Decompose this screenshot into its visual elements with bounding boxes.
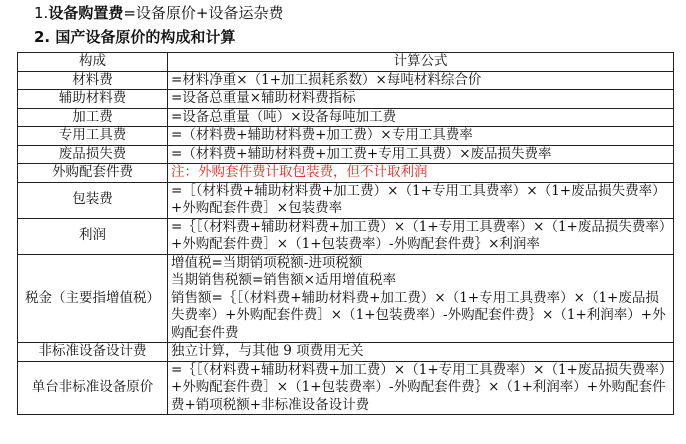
formula-line: =（材料费+辅助材料费+加工费）×专用工具费率 — [171, 127, 473, 143]
row-name: 利润 — [18, 218, 168, 254]
formula-line: =材料净重×（1+加工损耗系数）×每吨材料综合价 — [171, 71, 482, 88]
row-formula — [168, 254, 674, 343]
formula-line: 销售额=｛［（材料费+辅助材料费+加工费）×（1+专用工具费率）×（1+废品损失费率）+外购配套件费］×（1+包装费率）-外购配套件费｝×（1+利润率）+外购配套件费 — [171, 289, 666, 341]
row-name: 单台非标准设备原价 — [18, 361, 168, 415]
row-name: 非标准设备设计费 — [18, 343, 168, 362]
formula-line: =设备总重量×辅助材料费指标 — [171, 90, 356, 106]
heading1-term: 设备购置费 — [48, 4, 124, 22]
row-name: 加工费 — [18, 108, 168, 127]
heading1-number: 1. — [34, 4, 49, 22]
row-name: 材料费 — [18, 71, 168, 90]
header-formula: 计算公式 — [168, 53, 674, 72]
formula-line: 当期销售税额=销售额×适用增值税率 — [171, 272, 397, 288]
table-row — [18, 127, 674, 146]
formula-line: =设备总重量（吨）×设备每吨加工费 — [171, 108, 397, 125]
table-row — [18, 90, 674, 109]
formula-line: 注：外购套件费计取包装费，但不计取利润 — [171, 164, 428, 180]
row-name: 税金（主要指增值税） — [18, 254, 168, 343]
table-row — [18, 361, 674, 415]
heading-equipment-purchase-cost — [34, 4, 283, 22]
row-formula — [168, 182, 674, 218]
row-name: 辅助材料费 — [18, 90, 168, 109]
table-row — [18, 108, 674, 127]
row-formula — [168, 145, 674, 164]
table-header-row — [18, 53, 674, 72]
formula-line: =［（材料费+辅助材料费+加工费）×（1+专用工具费率）×（1+废品损失费率）+外购配套件费］×包装费率 — [171, 182, 666, 216]
row-name: 外购配套件费 — [18, 164, 168, 183]
table-row — [18, 218, 674, 254]
header-composition: 构成 — [18, 53, 168, 72]
table-row — [18, 254, 674, 343]
heading-domestic-equipment-price: 2. 国产设备原价的构成和计算 — [34, 28, 236, 46]
heading1-formula: =设备原价+设备运杂费 — [123, 4, 284, 22]
table-row — [18, 145, 674, 164]
row-formula — [168, 361, 674, 415]
row-formula — [168, 218, 674, 254]
row-name: 专用工具费 — [18, 127, 168, 146]
row-name: 包装费 — [18, 182, 168, 218]
row-formula — [168, 164, 674, 183]
formula-line: =（材料费+辅助材料费+加工费+专用工具费）×废品损失费率 — [171, 145, 552, 162]
row-formula — [168, 90, 674, 109]
formula-line: =｛［（材料费+辅助材料费+加工费）×（1+专用工具费率）×（1+废品损失费率）+外购配套件费］×（1+包装费率）-外购配套件费｝×（1+利润率）+外购配套件费+销项税额+非标准设备设计费 — [171, 361, 666, 413]
row-formula — [168, 127, 674, 146]
table-row — [18, 164, 674, 183]
formula-line: 独立计算，与其他 9 项费用无关 — [171, 343, 364, 359]
row-formula — [168, 108, 674, 127]
cost-composition-table — [17, 52, 674, 415]
table-row — [18, 71, 674, 90]
table-row — [18, 182, 674, 218]
table-row — [18, 343, 674, 362]
formula-line: 增值税=当期销项税额-进项税额 — [171, 254, 363, 271]
row-name: 废品损失费 — [18, 145, 168, 164]
row-formula — [168, 343, 674, 362]
row-formula — [168, 71, 674, 90]
formula-line: =｛［（材料费+辅助材料费+加工费）×（1+专用工具费率）×（1+废品损失费率）+外购配套件费］×（1+包装费率）-外购配套件费｝×利润率 — [171, 218, 666, 252]
table-body — [18, 71, 674, 415]
